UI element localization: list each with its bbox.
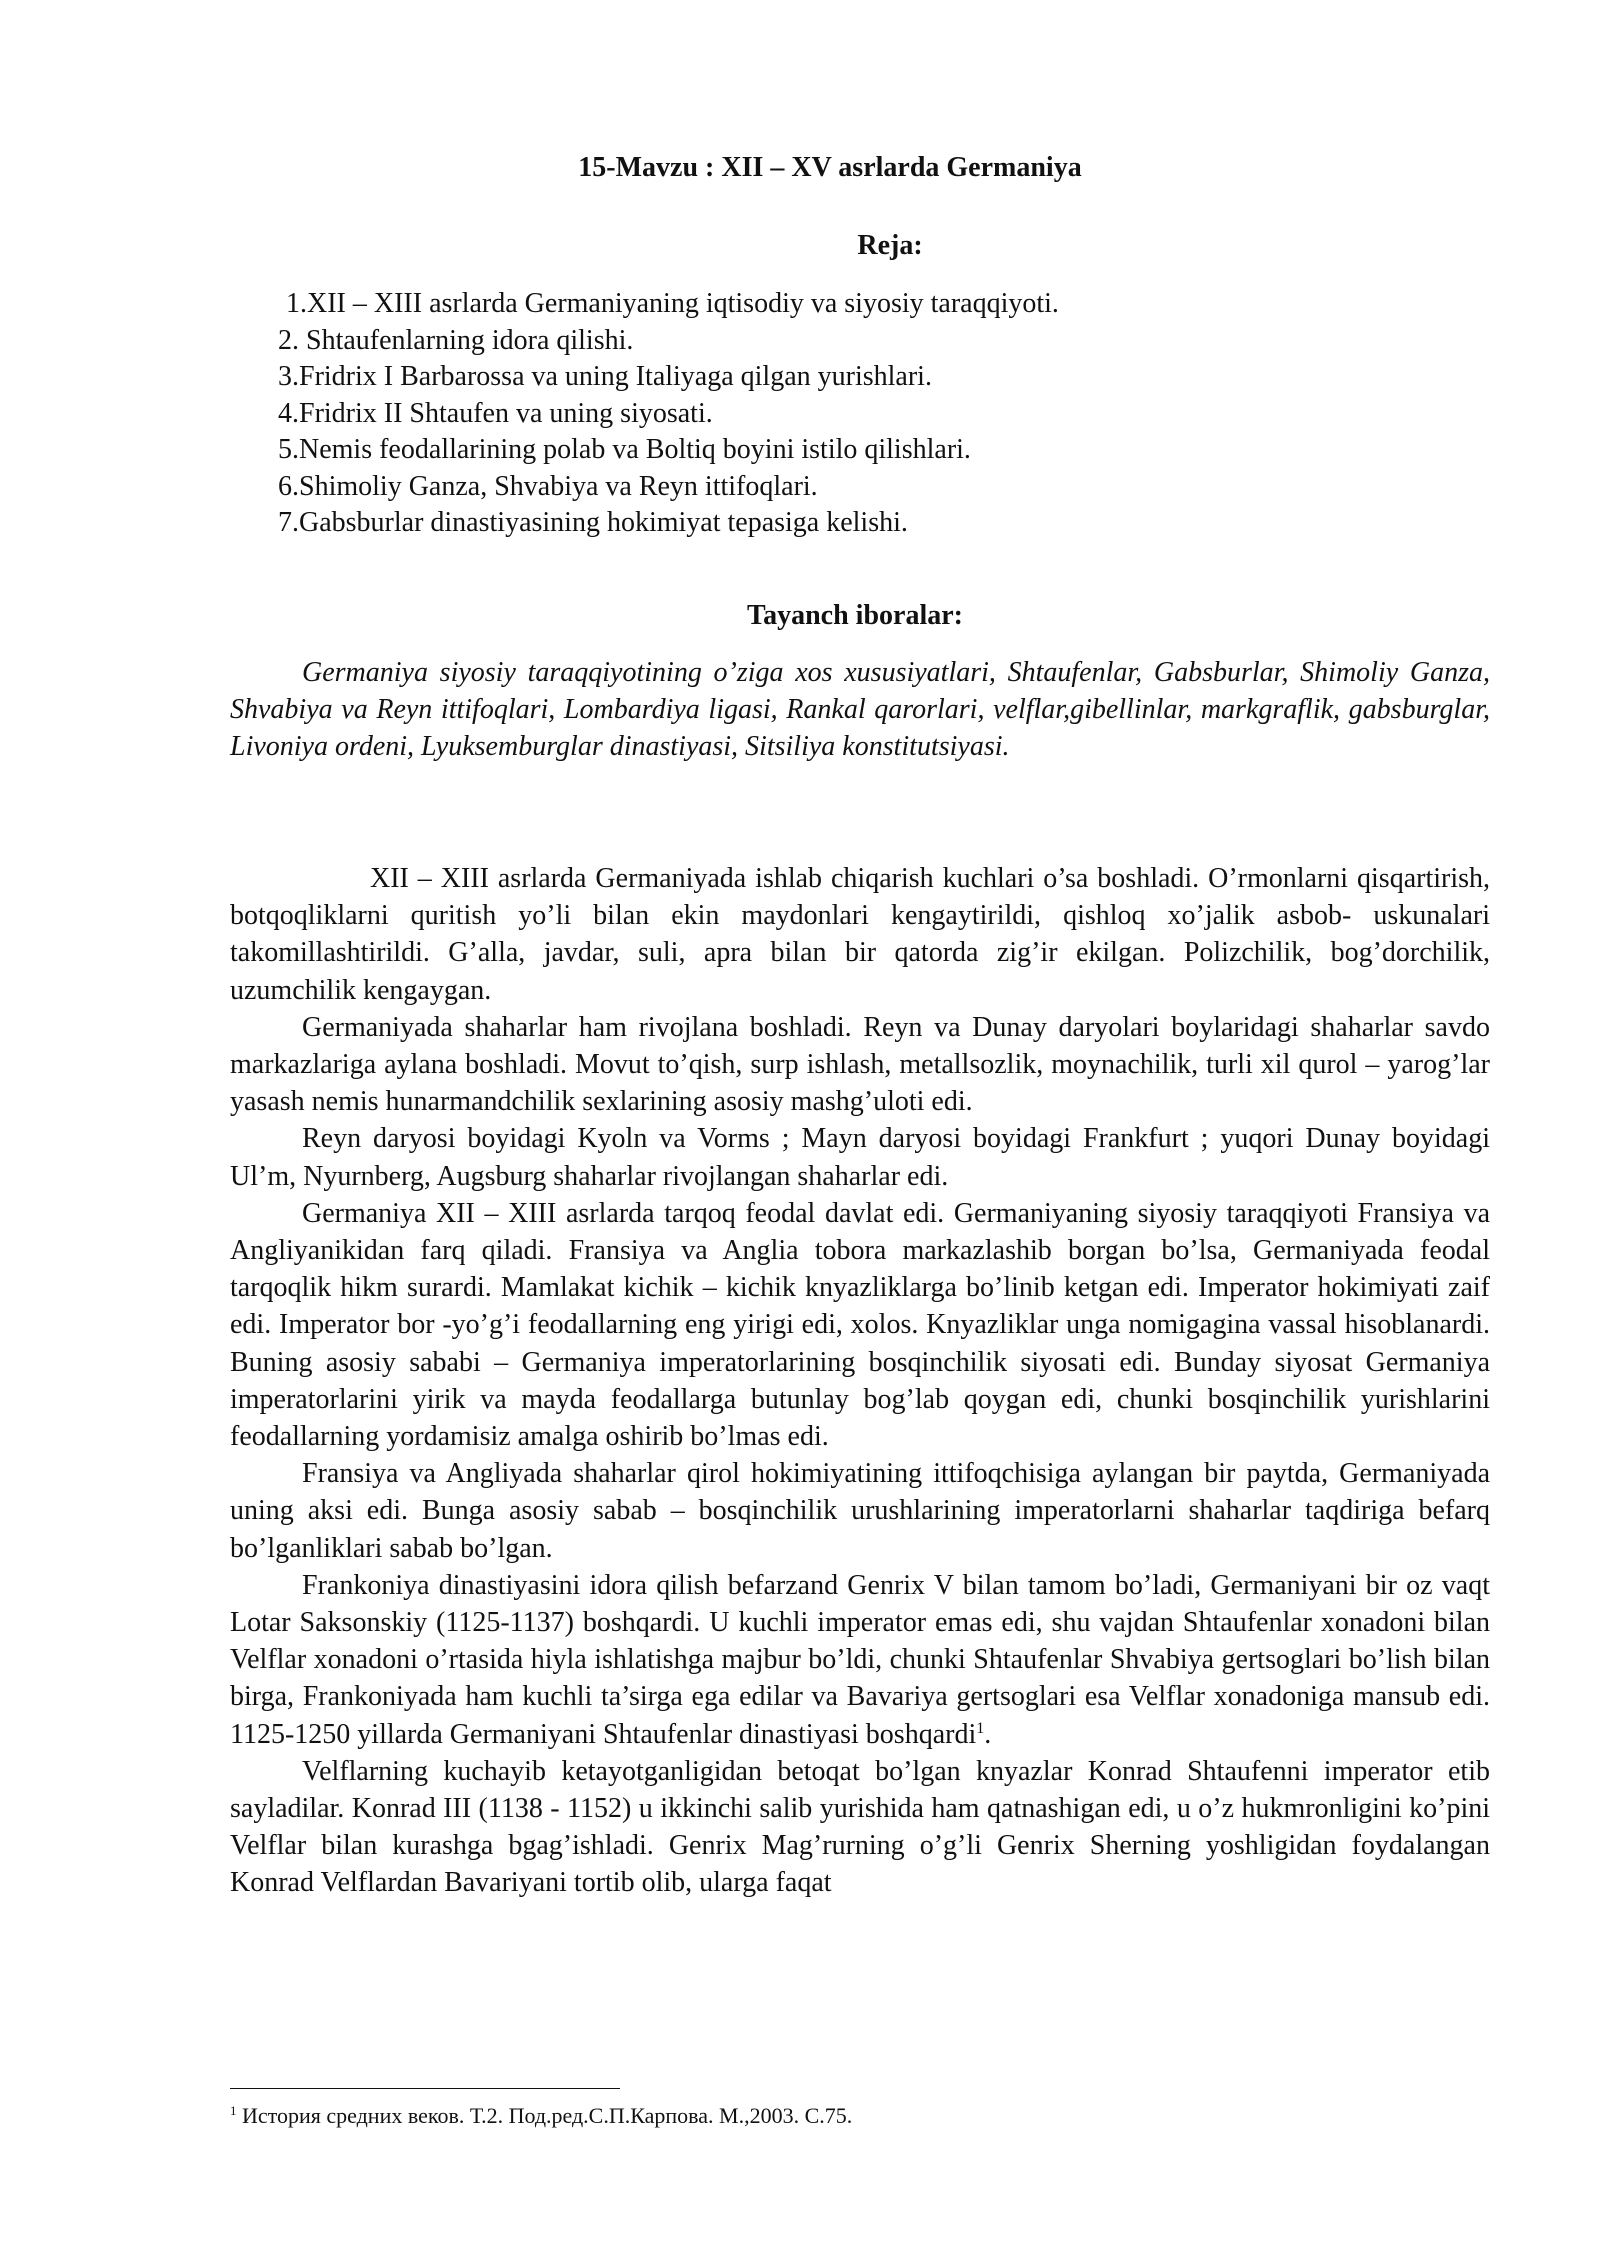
keywords-heading: Tayanch iboralar:	[747, 600, 963, 631]
plan-item: 1.XII – XIII asrlarda Germaniyaning iqtisodiy va siyosiy taraqqiyoti.	[286, 288, 1059, 319]
plan-heading: Reja:	[857, 230, 923, 261]
body-paragraph: XII – XIII asrlarda Germaniyada ishlab chiqarish kuchlari o’sa boshladi. O’rmonlarni qisqartirish, botqoqliklarni quritish yo’li bilan ekin maydonlari kengaytirildi, qishloq xo’jalik asbob- uskunalari takomillashtirildi. G’alla, javdar, suli, apra bilan bir qatorda zig’ir ekilgan. Polizchilik, bog’dorchilik, uzumchilik kengaygan.	[230, 863, 1490, 1006]
footnote-reference[interactable]: 1	[976, 1719, 985, 1737]
body-paragraph: Germaniyada shaharlar ham rivojlana boshladi. Reyn va Dunay daryolari boylaridagi shaharlar savdo markazlariga aylana boshladi. Movut to’qish, surp ishlash, metallsozlik, moynachilik, turli xil qurol – yarog’lar yasash nemis hunarmandchilik sexlarining asosiy mashg’uloti edi.	[230, 1011, 1490, 1118]
keywords-paragraph: Germaniya siyosiy taraqqiyotining o’ziga xos xususiyatlari, Shtaufenlar, Gabsburlar, Shimoliy Ganza, Shvabiya va Reyn ittifoqlari, Lombardiya ligasi, Rankal qarorlari, velflar,gibellinlar, markgraflik, gabsburglar, Livoniya ordeni, Lyuksemburglar dinastiyasi, Sitsiliya konstitutsiyasi.	[230, 657, 1490, 762]
body-paragraph: Germaniya XII – XIII asrlarda tarqoq feodal davlat edi. Germaniyaning siyosiy taraqqiyoti Fransiya va Angliyanikidan farq qiladi. Fransiya va Anglia tobora markazlashib borgan bo’lsa, Germaniyada feodal tarqoqlik hikm surardi. Mamlakat kichik – kichik knyazliklarga bo’linib ketgan edi. Imperator hokimiyati zaif edi. Imperator bor -yo’g’i feodallarning eng yirigi edi, xolos. Knyazliklar unga nomigagina vassal hisoblanardi. Buning asosiy sababi – Germaniya imperatorlarining bosqinchilik siyosati edi. Bunday siyosat Germaniya imperatorlarini yirik va mayda feodallarga butunlay bog’lab qoygan edi, chunki bosqinchilik yurishlarini feodallarning yordamisiz amalga oshirib bo’lmas edi.	[230, 1197, 1490, 1453]
plan-list	[278, 286, 1378, 542]
plan-item: 4.Fridrix II Shtaufen va uning siyosati.	[278, 397, 713, 429]
body-text	[230, 860, 1490, 1902]
plan-item: 3.Fridrix I Barbarossa va uning Italiyaga qilgan yurishlari.	[278, 361, 932, 392]
footnote-divider	[230, 2088, 620, 2089]
plan-item: 6.Shimoliy Ganza, Shvabiya va Reyn ittifoqlari.	[278, 470, 818, 502]
body-paragraph: Reyn daryosi boyidagi Kyoln va Vorms ; Mayn daryosi boyidagi Frankfurt ; yuqori Dunay boyidagi Ul’m, Nyurnberg, Augsburg shaharlar rivojlangan shaharlar edi.	[230, 1123, 1490, 1192]
paragraph-text: Frankoniya dinastiyasini idora qilish befarzand Genrix V bilan tamom bo’ladi, Germaniyani bir oz vaqt Lotar Saksonskiy (1125-1137) boshqardi. U kuchli imperator emas edi, shu vajdan Shtaufenlar xonadoni bilan Velflar xonadoni o’rtasida hiyla ishlatishga majbur bo’ldi, chunki Shtaufenlar Shvabiya gertsoglari bo’lish bilan birga, Frankoniyada ham kuchli ta’sirga ega edilar va Bavariya gertsoglari esa Velflar xonadoniga mansub edi. 1125-1250 yillarda Germaniyani Shtaufenlar dinastiyasi boshqardi	[230, 1569, 1490, 1750]
body-paragraph: Velflarning kuchayib ketayotganligidan betoqat bo’lgan knyazlar Konrad Shtaufenni imperator etib sayladilar. Konrad III (1138 - 1152) u ikkinchi salib yurishida ham qatnashigan edi, u o’z hukmronligini ko’pini Velflar bilan kurashga bgag’ishladi. Genrix Mag’rurning o’g’li Genrix Sherning yoshligidan foydalangan Konrad Velflardan Bavariyani tortib olib, ularga faqat	[230, 1755, 1490, 1899]
page-title: 15-Mavzu : XII – XV asrlarda Germaniya	[578, 152, 1082, 183]
footnote-number: 1	[230, 2103, 237, 2118]
plan-item: 2. Shtaufenlarning idora qilishi.	[278, 324, 634, 356]
paragraph-end: .	[984, 1718, 992, 1750]
plan-item: 5.Nemis feodallarining polab va Boltiq boyini istilo qilishlari.	[278, 434, 971, 465]
footnote-text: История средних веков. Т.2. Под.ред.С.П.Карпова. М.,2003. С.75.	[242, 2103, 853, 2128]
body-paragraph-with-footnote	[230, 1567, 1490, 1753]
plan-item: 7.Gabsburlar dinastiyasining hokimiyat tepasiga kelishi.	[278, 507, 908, 538]
body-paragraph: Fransiya va Angliyada shaharlar qirol hokimiyatining ittifoqchisiga aylangan bir paytda, Germaniyada uning aksi edi. Bunga asosiy sabab – bosqinchilik urushlarining imperatorlarni shaharlar taqdiriga befarq bo’lganliklari sabab bo’lgan.	[230, 1458, 1490, 1564]
footnote	[230, 2102, 1490, 2130]
